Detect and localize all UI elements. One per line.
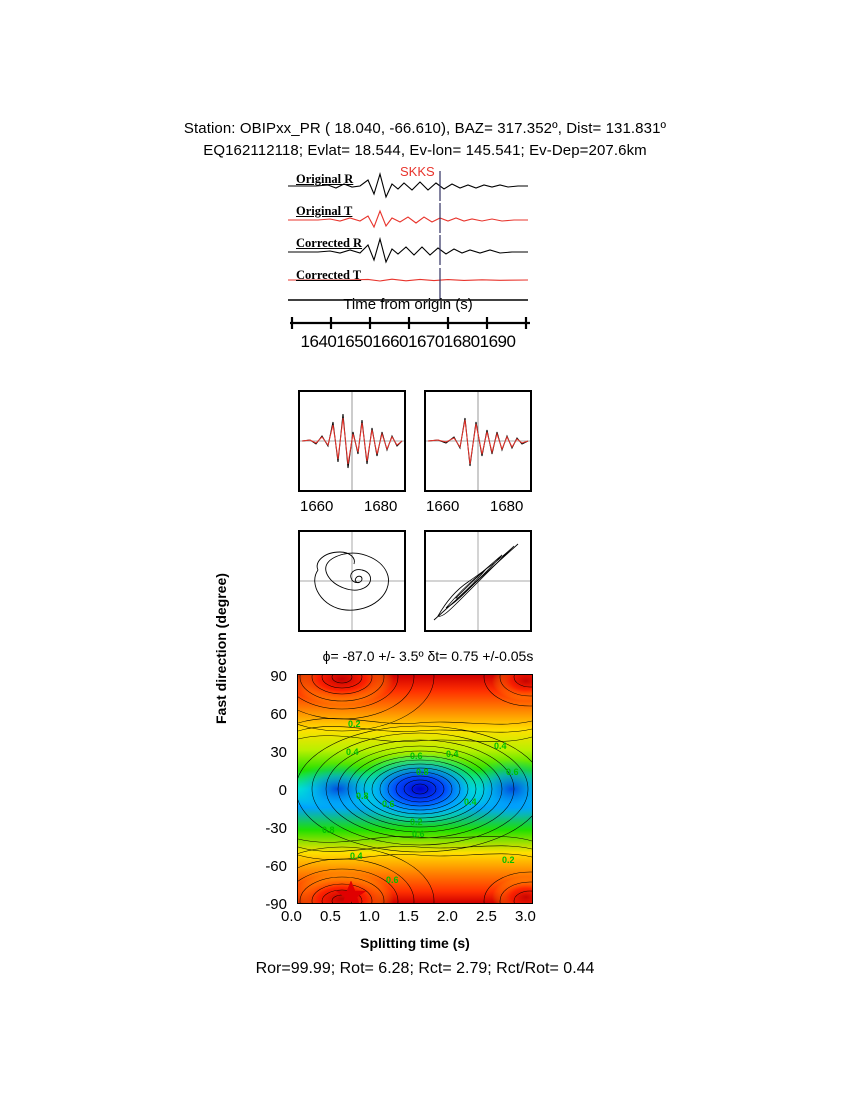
trace-label-corrected-t: Corrected T [296, 268, 362, 282]
contour-plot-area [297, 674, 533, 904]
particle-motion-corrected-curve [426, 532, 530, 630]
contour-label-4: 0.4 [446, 749, 459, 759]
contour-xtick-2: 1.0 [359, 908, 380, 925]
small-panel-uncorrected-waveforms [298, 390, 406, 492]
contour-label-5: 0.6 [506, 767, 519, 777]
contour-label-0: 0.2 [348, 719, 361, 729]
small-panel-2-xtick-1: 1660 [426, 498, 460, 515]
splitting-contour-plot [297, 674, 533, 904]
small-panel-2-xtick-2: 1680 [490, 498, 524, 515]
contour-y-ticks [240, 668, 292, 913]
contour-y-axis-title: Fast direction (degree) [213, 573, 229, 724]
contour-ytick-90: 90 [270, 668, 287, 685]
contour-xtick-3: 1.5 [398, 908, 419, 925]
contour-label-7: 0.6 [382, 799, 395, 809]
quality-stats-line: Ror=99.99; Rot= 6.28; Rct= 2.79; Rct/Rot= 0.44 [255, 960, 595, 977]
trace-row-original-t [288, 202, 528, 234]
small-panel-1-xtick-1: 1660 [300, 498, 334, 515]
contour-ytick-m30: -30 [265, 820, 287, 837]
trace-row-corrected-r [288, 234, 528, 266]
contour-xtick-0: 0.0 [281, 908, 302, 925]
small-panel-1-curves [300, 392, 404, 490]
small-panel-2-curves [426, 392, 530, 490]
contour-ytick-60: 60 [270, 706, 287, 723]
trace-label-original-r: Original R [296, 172, 354, 186]
trace-label-corrected-r: Corrected R [296, 236, 363, 250]
time-axis-title: Time from origin (s) [343, 296, 473, 313]
contour-label-11: 0.8 [322, 825, 335, 835]
contour-ytick-m90: -90 [265, 896, 287, 913]
splitting-parameter-title: ϕ= -87.0 +/- 3.5º δt= 0.75 +/-0.05s [322, 648, 534, 664]
contour-label-9: 0.2 [410, 817, 423, 827]
event-info-line: EQ162112118; Evlat= 18.544, Ev-lon= 145.541; Ev-Dep=207.6km [203, 142, 647, 159]
skks-phase-label: SKKS [400, 164, 435, 179]
contour-label-6: 0.8 [356, 791, 369, 801]
particle-motion-uncorrected-curve [300, 532, 404, 630]
contour-label-2: 0.6 [410, 751, 423, 761]
contour-xtick-1: 0.5 [320, 908, 341, 925]
contour-label-10: 0.6 [412, 829, 425, 839]
contour-x-axis-title: Splitting time (s) [360, 935, 470, 951]
contour-surface [298, 675, 532, 903]
time-axis-ruler [288, 316, 532, 330]
contour-label-1: 0.4 [346, 747, 359, 757]
contour-label-13: 0.2 [502, 855, 515, 865]
contour-label-12: 0.4 [350, 851, 363, 861]
contour-label-8: 0.4 [464, 797, 477, 807]
contour-x-ticks [270, 908, 560, 930]
contour-label-15: 0.4 [494, 741, 507, 751]
contour-xtick-6: 3.0 [515, 908, 536, 925]
time-axis-ticklabels: 164016501660167016801690 [300, 332, 516, 351]
trace-label-original-t: Original T [296, 204, 353, 218]
small-panel-particle-motion-corrected [424, 530, 532, 632]
contour-label-14: 0.6 [386, 875, 399, 885]
contour-label-3: 0.8 [416, 767, 429, 777]
figure-header [0, 118, 850, 162]
small-panel-corrected-waveforms [424, 390, 532, 492]
trace-row-corrected-t [288, 266, 528, 298]
contour-ytick-m60: -60 [265, 858, 287, 875]
station-info-line: Station: OBIPxx_PR ( 18.040, -66.610), BAZ= 317.352º, Dist= 131.831º [183, 120, 667, 137]
contour-xtick-5: 2.5 [476, 908, 497, 925]
small-panel-particle-motion-uncorrected [298, 530, 406, 632]
contour-ytick-30: 30 [270, 744, 287, 761]
contour-xtick-4: 2.0 [437, 908, 458, 925]
small-panel-1-xtick-2: 1680 [364, 498, 398, 515]
contour-ytick-0: 0 [278, 782, 287, 799]
